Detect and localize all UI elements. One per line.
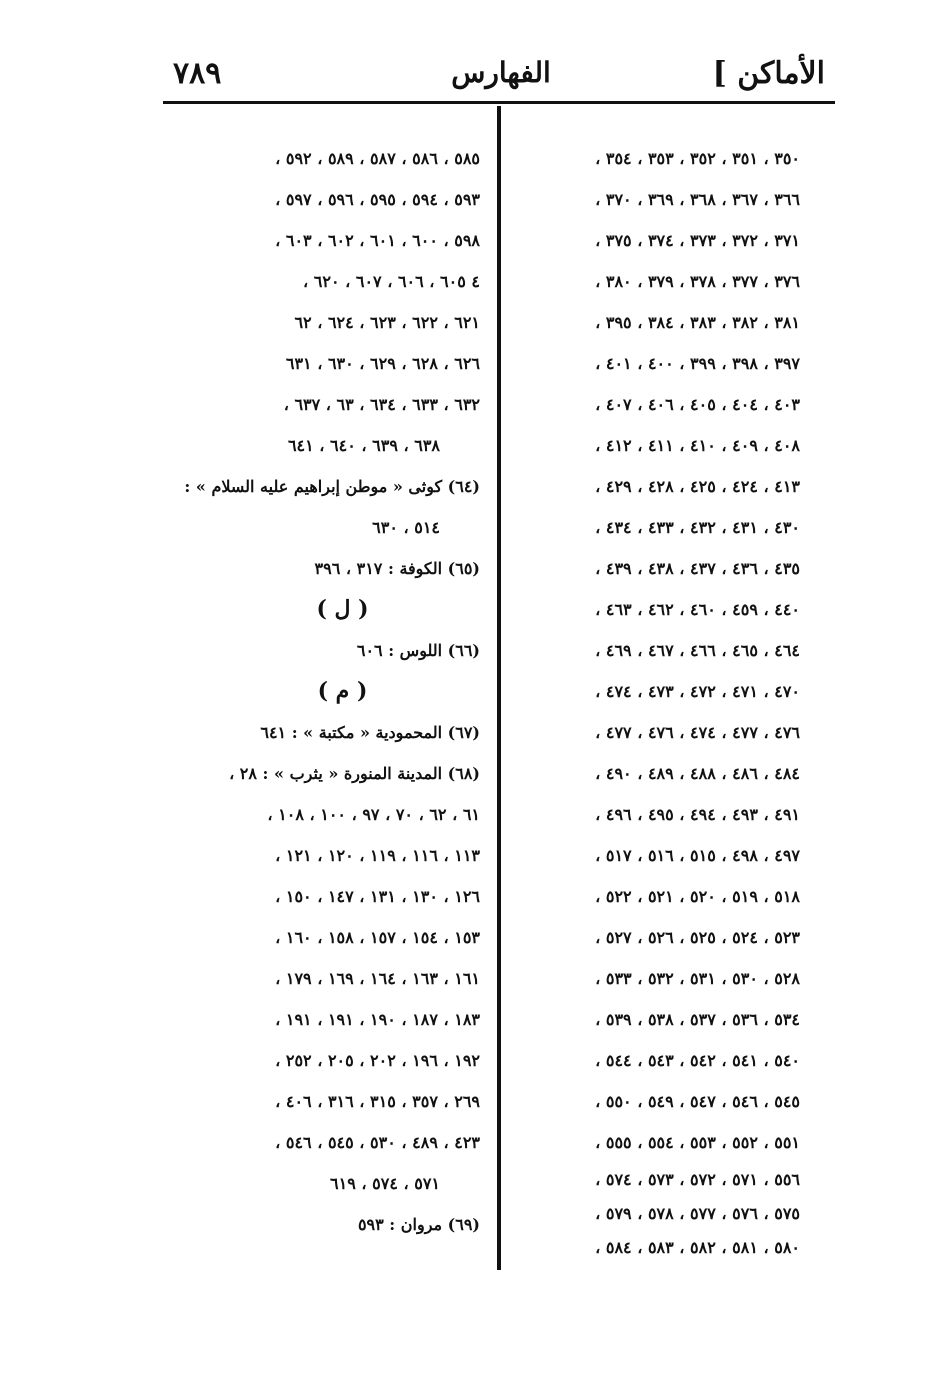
index-line: ٥٢٣ ، ٥٢٤ ، ٥٢٥ ، ٥٢٦ ، ٥٢٧ ، [595,928,800,947]
letter-heading-lam: ( ل ) [316,596,369,622]
page-title: الفهارس [451,56,551,89]
index-line: ٤٤٠ ، ٤٥٩ ، ٤٦٠ ، ٤٦٢ ، ٤٦٣ ، [595,600,800,619]
index-line: ١٢٦ ، ١٣٠ ، ١٣١ ، ١٤٧ ، ١٥٠ ، [275,887,480,906]
entry-kutha: (٦٤) كوثى « موطن إبراهيم عليه السلام » : [184,477,480,496]
entry-kutha-continued: ٥١٤ ، ٦٣٠ [372,518,440,537]
index-line: ٤٠٣ ، ٤٠٤ ، ٤٠٥ ، ٤٠٦ ، ٤٠٧ ، [595,395,800,414]
entry-kufa: (٦٥) الكوفة : ٣١٧ ، ٣٩٦ [314,559,480,578]
index-line: ٥٩٨ ، ٦٠٠ ، ٦٠١ ، ٦٠٢ ، ٦٠٣ ، [275,231,480,250]
index-line: ١٥٣ ، ١٥٤ ، ١٥٧ ، ١٥٨ ، ١٦٠ ، [275,928,480,947]
index-line: ٣٩٧ ، ٣٩٨ ، ٣٩٩ ، ٤٠٠ ، ٤٠١ ، [595,354,800,373]
index-line: ٤٩٧ ، ٤٩٨ ، ٥١٥ ، ٥١٦ ، ٥١٧ ، [595,846,800,865]
section-title: الأماكن ] [712,56,825,91]
header-rule [163,101,835,104]
index-line: ١٩٢ ، ١٩٦ ، ٢٠٢ ، ٢٠٥ ، ٢٥٢ ، [275,1051,480,1070]
entry-marwan: (٦٩) مروان : ٥٩٣ [357,1215,480,1234]
index-line: ٦١ ، ٦٢ ، ٧٠ ، ٩٧ ، ١٠٠ ، ١٠٨ ، [267,805,480,824]
index-line: ٥٨٠ ، ٥٨١ ، ٥٨٢ ، ٥٨٣ ، ٥٨٤ ، [595,1238,800,1257]
index-line: ٥٣٤ ، ٥٣٦ ، ٥٣٧ ، ٥٣٨ ، ٥٣٩ ، [595,1010,800,1029]
index-line: ٥١٨ ، ٥١٩ ، ٥٢٠ ، ٥٢١ ، ٥٢٢ ، [595,887,800,906]
entry-mahmudiya: (٦٧) المحمودية « مكتبة » : ٦٤١ [260,723,480,742]
index-line: ٣٧٦ ، ٣٧٧ ، ٣٧٨ ، ٣٧٩ ، ٣٨٠ ، [595,272,800,291]
index-line: ٦٢٦ ، ٦٢٨ ، ٦٢٩ ، ٦٣٠ ، ٦٣١ [285,354,480,373]
index-line: ٤٢٣ ، ٤٨٩ ، ٥٣٠ ، ٥٤٥ ، ٥٤٦ ، [275,1133,480,1152]
entry-lus: (٦٦) اللوس : ٦٠٦ [356,641,480,660]
index-line: ٥٧٥ ، ٥٧٦ ، ٥٧٧ ، ٥٧٨ ، ٥٧٩ ، [595,1204,800,1223]
index-line: ٦٣٨ ، ٦٣٩ ، ٦٤٠ ، ٦٤١ [287,436,440,455]
index-line: ٥٥٦ ، ٥٧١ ، ٥٧٢ ، ٥٧٣ ، ٥٧٤ ، [595,1170,800,1189]
column-divider [497,106,501,1270]
entry-madina: (٦٨) المدينة المنورة « يثرب » : ٢٨ ، [229,764,480,783]
index-line: ٤١٣ ، ٤٢٤ ، ٤٢٥ ، ٤٢٨ ، ٤٢٩ ، [595,477,800,496]
index-line: ٤٦٤ ، ٤٦٥ ، ٤٦٦ ، ٤٦٧ ، ٤٦٩ ، [595,641,800,660]
index-line: ٥٨٥ ، ٥٨٦ ، ٥٨٧ ، ٥٨٩ ، ٥٩٢ ، [275,149,480,168]
index-line: ٦٢١ ، ٦٢٢ ، ٦٢٣ ، ٦٢٤ ، ٦٢ [294,313,480,332]
index-line: ١٨٣ ، ١٨٧ ، ١٩٠ ، ١٩١ ، ١٩١ ، [275,1010,480,1029]
index-line: ٤٧٠ ، ٤٧١ ، ٤٧٢ ، ٤٧٣ ، ٤٧٤ ، [595,682,800,701]
right-column [520,138,800,1265]
left-column [165,138,480,1245]
index-line: ٤٠٨ ، ٤٠٩ ، ٤١٠ ، ٤١١ ، ٤١٢ ، [595,436,800,455]
index-line: ٤٧٦ ، ٤٧٧ ، ٤٧٤ ، ٤٧٦ ، ٤٧٧ ، [595,723,800,742]
index-line: ٤٣٠ ، ٤٣١ ، ٤٣٢ ، ٤٣٣ ، ٤٣٤ ، [595,518,800,537]
index-line: ٤٩١ ، ٤٩٣ ، ٤٩٤ ، ٤٩٥ ، ٤٩٦ ، [595,805,800,824]
index-line: ٥٤٥ ، ٥٤٦ ، ٥٤٧ ، ٥٤٩ ، ٥٥٠ ، [595,1092,800,1111]
index-line: ٥٢٨ ، ٥٣٠ ، ٥٣١ ، ٥٣٢ ، ٥٣٣ ، [595,969,800,988]
index-line: ٤٨٤ ، ٤٨٦ ، ٤٨٨ ، ٤٨٩ ، ٤٩٠ ، [595,764,800,783]
page-number: ٧٨٩ [173,56,222,91]
index-line: ٥٤٠ ، ٥٤١ ، ٥٤٢ ، ٥٤٣ ، ٥٤٤ ، [595,1051,800,1070]
index-line: ١١٣ ، ١١٦ ، ١١٩ ، ١٢٠ ، ١٢١ ، [275,846,480,865]
index-line: ٤٣٥ ، ٤٣٦ ، ٤٣٧ ، ٤٣٨ ، ٤٣٩ ، [595,559,800,578]
index-line: ٤ ٦٠٥ ، ٦٠٦ ، ٦٠٧ ، ٦٢٠ ، [303,272,480,291]
index-line: ٣٧١ ، ٣٧٢ ، ٣٧٣ ، ٣٧٤ ، ٣٧٥ ، [595,231,800,250]
page-header [163,52,835,104]
index-line: ٢٦٩ ، ٣٥٧ ، ٣١٥ ، ٣١٦ ، ٤٠٦ ، [275,1092,480,1111]
index-line: ٥٩٣ ، ٥٩٤ ، ٥٩٥ ، ٥٩٦ ، ٥٩٧ ، [275,190,480,209]
index-line: ٣٦٦ ، ٣٦٧ ، ٣٦٨ ، ٣٦٩ ، ٣٧٠ ، [595,190,800,209]
index-line: ٣٨١ ، ٣٨٢ ، ٣٨٣ ، ٣٨٤ ، ٣٩٥ ، [595,313,800,332]
index-line: ٦٣٢ ، ٦٣٣ ، ٦٣٤ ، ٦٣ ، ٦٣٧ ، [283,395,480,414]
index-line: ٣٥٠ ، ٣٥١ ، ٣٥٢ ، ٣٥٣ ، ٣٥٤ ، [595,149,800,168]
index-line: ١٦١ ، ١٦٣ ، ١٦٤ ، ١٦٩ ، ١٧٩ ، [275,969,480,988]
index-line: ٥٧١ ، ٥٧٤ ، ٦١٩ [330,1174,440,1193]
letter-heading-mim: ( م ) [317,678,368,704]
index-line: ٥٥١ ، ٥٥٢ ، ٥٥٣ ، ٥٥٤ ، ٥٥٥ ، [595,1133,800,1152]
